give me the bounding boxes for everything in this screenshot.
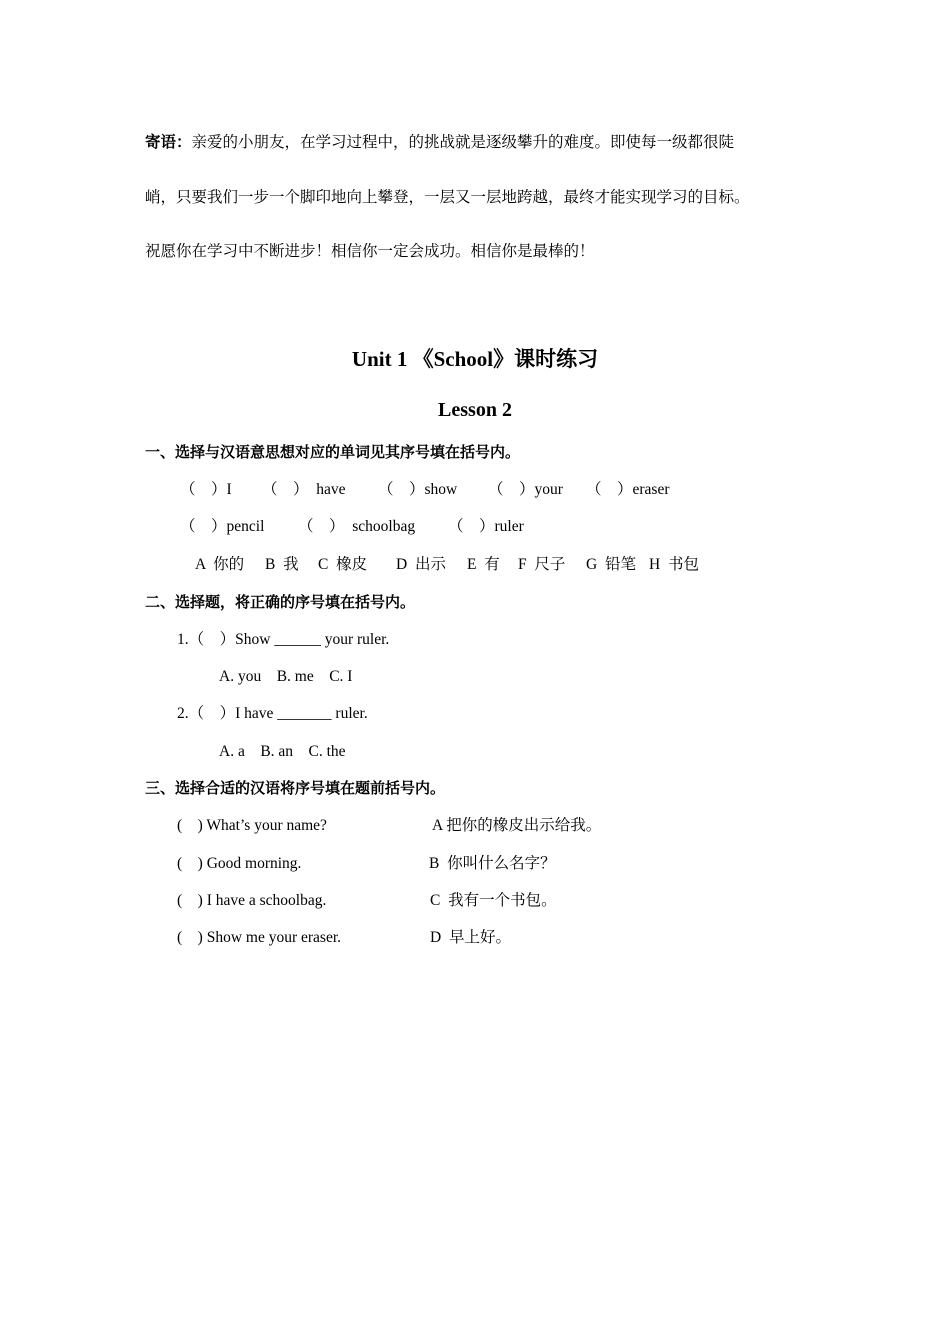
s1-option-a: A 你的 (195, 556, 245, 573)
section1-heading: 一、选择与汉语意思想对应的单词见其序号填在括号内。 (145, 445, 521, 461)
s3-question-4[interactable]: ( ) Show me your eraser. (177, 929, 341, 946)
s2-question-1[interactable]: 1.（ ）Show ______ your ruler. (177, 631, 390, 648)
intro-line-2: 峭，只要我们一步一个脚印地向上攀登，一层又一层地跨越，最终才能实现学习的目标。 (145, 189, 750, 206)
intro-line-3: 祝愿你在学习中不断进步！相信你一定会成功。相信你是最棒的！ (145, 243, 595, 260)
s1-option-h: H 书包 (649, 556, 699, 573)
s3-answer-a: A 把你的橡皮出示给我。 (432, 817, 602, 834)
s1-option-f: F 尺子 (518, 556, 566, 573)
intro-text-1: 亲爱的小朋友，在学习过程中，的挑战就是逐级攀升的难度。即使每一级都很陡 (191, 134, 735, 151)
s1-option-d: D 出示 (396, 556, 446, 573)
s1-blank-eraser[interactable]: （ ）eraser (586, 481, 670, 498)
section2-heading: 二、选择题，将正确的序号填在括号内。 (145, 595, 416, 611)
s1-option-g: G 铅笔 (586, 556, 636, 573)
s1-blank-schoolbag[interactable]: （ ） schoolbag (298, 518, 416, 535)
s3-question-1[interactable]: ( ) What’s your name? (177, 817, 327, 834)
s2-question-1-options: A. you B. me C. I (219, 668, 353, 685)
s1-option-c: C 橡皮 (318, 556, 368, 573)
s1-option-e: E 有 (467, 556, 500, 573)
lesson-subtitle: Lesson 2 (438, 399, 512, 421)
s3-answer-b: B 你叫什么名字？ (429, 855, 556, 872)
s1-blank-pencil[interactable]: （ ）pencil (180, 518, 265, 535)
s2-question-2[interactable]: 2.（ ）I have _______ ruler. (177, 705, 368, 722)
s3-answer-c: C 我有一个书包。 (430, 892, 557, 909)
s1-blank-ruler[interactable]: （ ）ruler (448, 518, 524, 535)
s3-question-3[interactable]: ( ) I have a schoolbag. (177, 892, 327, 909)
s3-answer-d: D 早上好。 (430, 929, 511, 946)
intro-line-1 (145, 133, 734, 153)
s1-blank-i[interactable]: （ ）I (180, 481, 232, 498)
page-title: Unit 1 《School》课时练习 (351, 347, 599, 371)
s1-blank-show[interactable]: （ ）show (378, 481, 458, 498)
s3-question-2[interactable]: ( ) Good morning. (177, 855, 302, 872)
s1-blank-your[interactable]: （ ）your (488, 481, 563, 498)
s2-question-2-options: A. a B. an C. the (219, 743, 346, 760)
s1-option-b: B 我 (265, 556, 299, 573)
section3-heading: 三、选择合适的汉语将序号填在题前括号内。 (145, 781, 446, 797)
intro-label: 寄语： (145, 134, 192, 151)
s1-blank-have[interactable]: （ ） have (262, 481, 346, 498)
